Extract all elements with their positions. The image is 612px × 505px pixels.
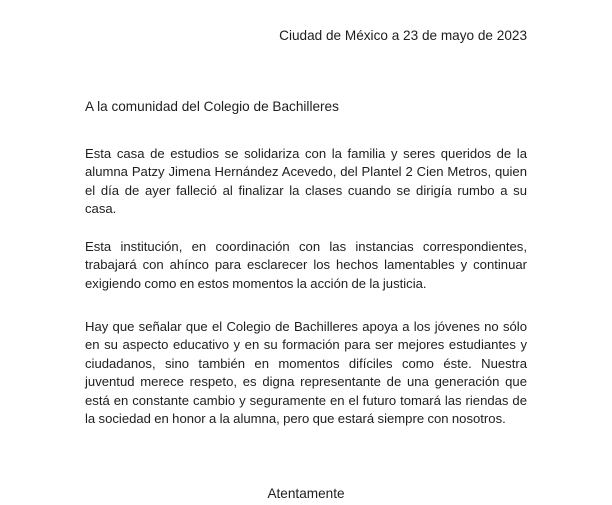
closing: Atentamente — [267, 486, 345, 501]
place-date: Ciudad de México a 23 de mayo de 2023 — [279, 28, 527, 43]
paragraph-condolences: Esta casa de estudios se solidariza con la familia y seres queridos de la alumna Patzy Jimena Hernández Acevedo, del Plantel 2 Cien Metros, quien el día de ayer falleció al finalizar la clases cuando se dirigía rumbo a su casa. — [85, 146, 527, 217]
paragraph-institution-commitment: Esta institución, en coordinación con las instancias correspondientes, trabajará con ahínco para esclarecer los hechos lamentables y continuar exigiendo como en estos momentos la acción de la justicia. — [85, 239, 527, 291]
paragraph-support-youth: Hay que señalar que el Colegio de Bachilleres apoya a los jóvenes no sólo en su aspecto educativo y en su formación para ser mejores estudiantes y ciudadanos, sino también en momentos difíciles como éste. Nuestra juventud merece respeto, es digna representante de una generación que está en constante cambio y seguramente en el futuro tomará las riendas de la sociedad en honor a la alumna, pero que estará siempre con nosotros. — [85, 319, 527, 427]
salutation: A la comunidad del Colegio de Bachilleres — [85, 99, 339, 114]
